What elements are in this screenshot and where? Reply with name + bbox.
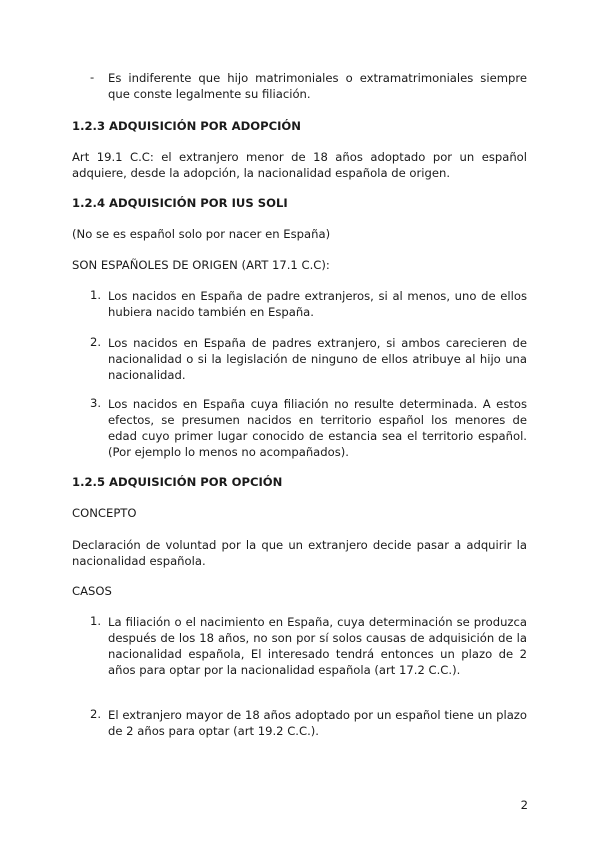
heading-ius-soli: 1.2.4 ADQUISICIÓN POR IUS SOLI	[72, 196, 288, 210]
list-marker: 3.	[90, 396, 102, 410]
intro-bullet	[90, 70, 527, 104]
ius-soli-subheading: SON ESPAÑOLES DE ORIGEN (ART 17.1 C.C):	[72, 258, 330, 272]
list-marker: 1.	[90, 614, 102, 628]
casos-item-1	[90, 614, 527, 696]
heading-adopcion: 1.2.3 ADQUISICIÓN POR ADOPCIÓN	[72, 119, 301, 133]
bullet-text: Es indiferente que hijo matrimoniales o extramatrimoniales siempre que conste legalmente su filiación.	[108, 71, 527, 101]
ius-soli-item-2	[90, 335, 527, 385]
adopcion-paragraph: Art 19.1 C.C: el extranjero menor de 18 años adoptado por un español adquiere, desde la adopción, la nacionalidad española de origen.	[72, 150, 527, 180]
heading-opcion: 1.2.5 ADQUISICIÓN POR OPCIÓN	[72, 475, 283, 489]
ius-soli-note: (No se es español solo por nacer en España)	[72, 227, 331, 241]
casos-label: CASOS	[72, 584, 112, 598]
concepto-label: CONCEPTO	[72, 506, 137, 520]
list-marker: 2.	[90, 335, 102, 349]
list-marker: 1.	[90, 288, 102, 302]
concepto-paragraph: Declaración de voluntad por la que un extranjero decide pasar a adquirir la nacionalidad española.	[72, 538, 527, 568]
list-item-text: La filiación o el nacimiento en España, cuya determinación se produzca después de los 18 años, no son por sí solos causas de adquisición de la nacionalidad española, El interesado tendrá entonces un plazo de 2 años para optar por la nacionalidad española (art 17.2 C.C.).	[108, 615, 527, 677]
bullet-marker: -	[90, 70, 95, 84]
ius-soli-item-3	[90, 396, 527, 462]
casos-item-2	[90, 707, 527, 741]
list-marker: 2.	[90, 707, 102, 721]
list-item-text: Los nacidos en España de padre extranjeros, si al menos, uno de ellos hubiera nacido también en España.	[108, 289, 527, 319]
page-number: 2	[520, 798, 528, 812]
list-item-text: Los nacidos en España cuya filiación no resulte determinada. A estos efectos, se presumen nacidos en territorio español los menores de edad cuyo primer lugar conocido de estancia sea el territorio español. (Por ejemplo lo menos no acompañados).	[108, 397, 527, 459]
list-item-text: Los nacidos en España de padres extranjero, si ambos carecieren de nacionalidad o si la legislación de ninguno de ellos atribuye al hijo una nacionalidad.	[108, 336, 527, 382]
list-item-text: El extranjero mayor de 18 años adoptado por un español tiene un plazo de 2 años para optar (art 19.2 C.C.).	[108, 708, 527, 738]
ius-soli-item-1	[90, 288, 527, 322]
